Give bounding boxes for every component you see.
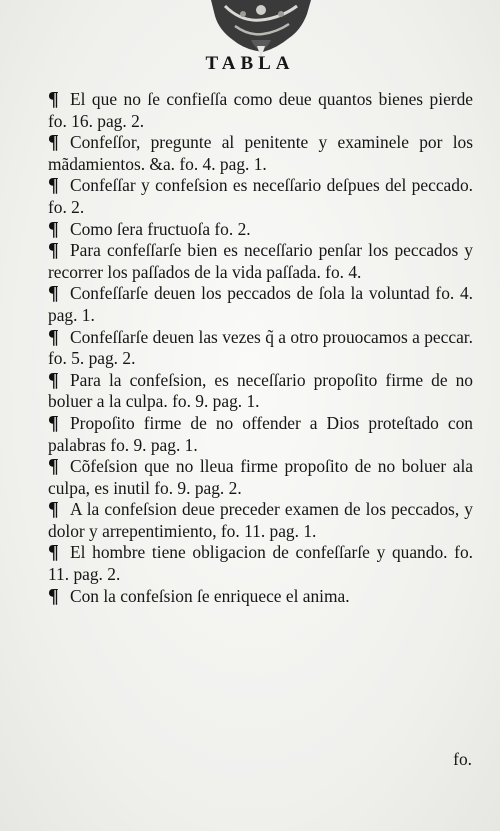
list-item <box>48 175 473 218</box>
list-item <box>48 219 473 241</box>
pilcrow-icon: ¶ <box>48 455 59 478</box>
list-item <box>48 542 473 585</box>
pilcrow-icon: ¶ <box>48 368 59 391</box>
page-heading: TABLA <box>205 53 295 74</box>
list-item <box>48 413 473 456</box>
pilcrow-icon: ¶ <box>48 217 59 240</box>
pilcrow-icon: ¶ <box>48 584 59 607</box>
entry-text: El hombre tiene obligacion de confeſſarſe y quando. fo. 11. pag. 2. <box>48 542 473 585</box>
pilcrow-icon: ¶ <box>48 325 59 348</box>
pilcrow-icon: ¶ <box>48 131 59 154</box>
entry-text: Confeſſarſe deuen las vezes q̃ a otro prouocamos a peccar. fo. 5. pag. 2. <box>48 326 473 369</box>
entry-text: Confeſſar y confeſsion es neceſſario deſpues del peccado. fo. 2. <box>48 175 473 217</box>
list-item <box>48 499 473 542</box>
pilcrow-icon: ¶ <box>48 541 59 564</box>
entry-text: Cõfeſsion que no lleua firme propoſito de no boluer ala culpa, es inutil fo. 9. pag. 2. <box>48 456 473 498</box>
entry-text: El que no ſe confieſſa como deue quantos bienes pierde fo. 16. pag. 2. <box>48 89 473 131</box>
pilcrow-icon: ¶ <box>48 88 59 110</box>
catchword: fo. <box>453 749 472 769</box>
entry-text: Propoſito firme de no offender a Dios proteſtado con palabras fo. 9. pag. 1. <box>48 412 473 455</box>
entry-text: Como ſera fructuoſa fo. 2. <box>70 218 251 239</box>
list-item <box>48 89 473 132</box>
list-item <box>48 132 473 175</box>
list-item <box>48 456 473 499</box>
entry-text: Para confeſſarſe bien es neceſſario penſar los peccados y recorrer los paſſados de la vida paſſada. fo. 4. <box>48 240 473 282</box>
pilcrow-icon: ¶ <box>48 411 59 434</box>
list-item <box>48 283 473 326</box>
pilcrow-icon: ¶ <box>48 282 59 305</box>
list-item <box>48 240 473 283</box>
entry-text: A la confeſsion deue preceder examen de los peccados, y dolor y arrepentimiento, fo. 11. pag. 1. <box>48 499 473 541</box>
entry-text: Con la confeſsion ſe enriquece el anima. <box>70 585 350 606</box>
pilcrow-icon: ¶ <box>48 498 59 521</box>
pilcrow-icon: ¶ <box>48 174 59 197</box>
entry-text: Para la confeſsion, es neceſſario propoſito firme de no boluer a la culpa. fo. 9. pag. 1. <box>48 369 473 412</box>
pilcrow-icon: ¶ <box>48 239 59 262</box>
list-item <box>48 327 473 370</box>
entry-text: Confeſſor, pregunte al penitente y examinele por los mãdamientos. &a. fo. 4. pag. 1. <box>48 132 473 174</box>
entry-text: Confeſſarſe deuen los peccados de ſola la voluntad fo. 4. pag. 1. <box>48 283 473 325</box>
index-entries <box>48 89 473 607</box>
list-item <box>48 586 473 608</box>
list-item <box>48 370 473 413</box>
